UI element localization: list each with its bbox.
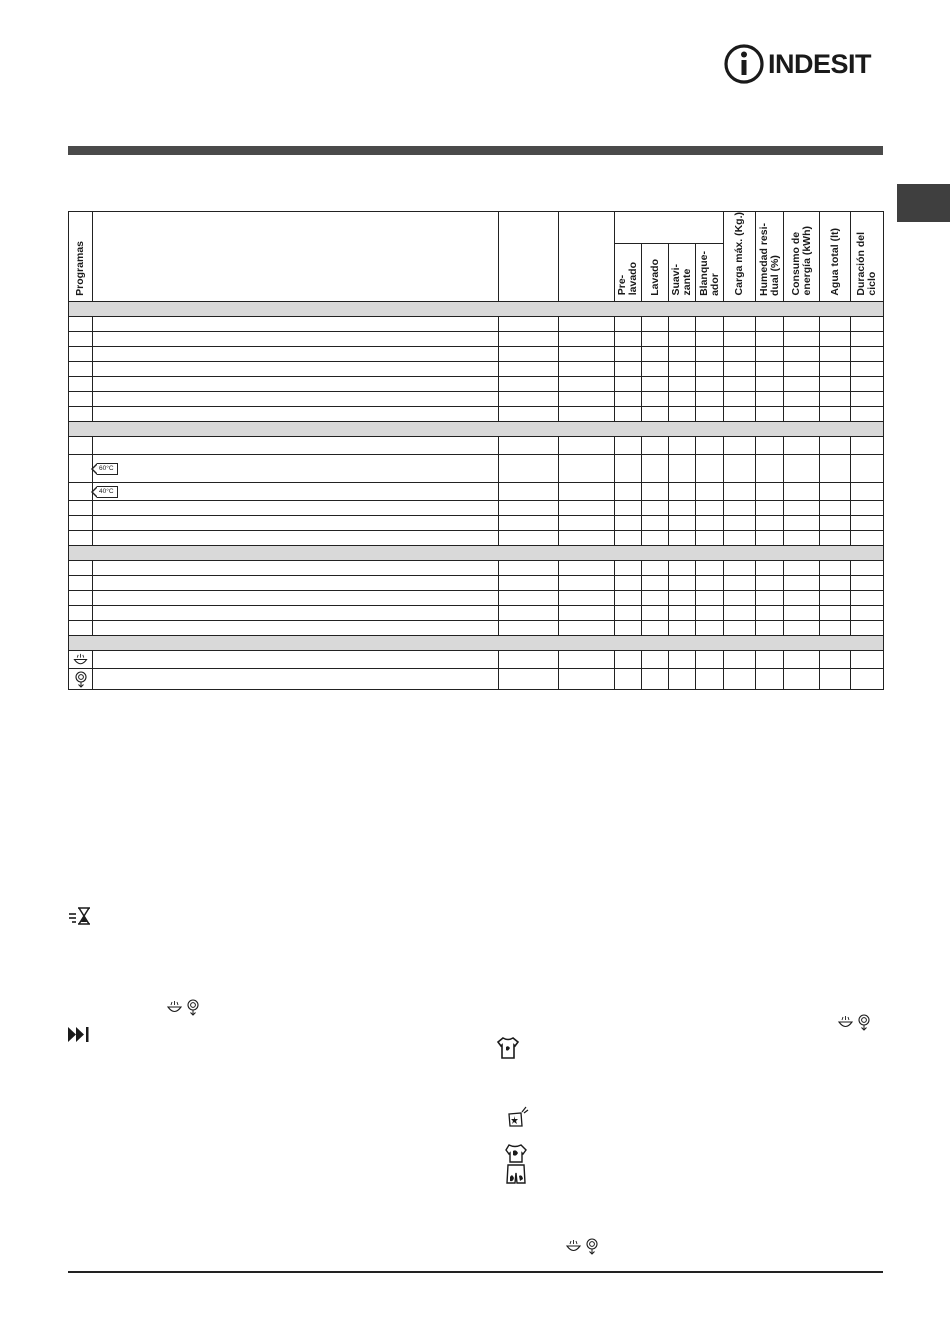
table-row [69,483,884,501]
table-row [69,669,884,690]
table-row [69,516,884,531]
header-pre-lavado: Pre- lavado [615,243,642,302]
table-row [69,501,884,516]
header-bar [68,146,883,155]
spin-drain-icon [856,1014,872,1031]
table-row [69,561,884,576]
rinse-basin-icon [72,653,89,667]
table-row [69,392,884,407]
section-band-row [69,422,884,437]
table-row [69,332,884,347]
skip-forward-icon [68,1027,90,1042]
stain-star-icon [507,1106,529,1128]
programs-table [68,211,884,690]
temperature-tag: 60°C [97,463,118,475]
table-row [69,362,884,377]
temperature-tag: 40°C [97,486,118,498]
delay-timer-icon [68,906,94,926]
header-agua: Agua total (lt) [820,212,851,302]
brand-name: INDESIT [768,49,872,79]
rinse-basin-icon [166,1000,183,1015]
table-row [69,621,884,636]
rinse-basin-icon [837,1015,854,1030]
table-row [69,591,884,606]
header-consumo: Consumo de energía (kWh) [784,212,820,302]
tshirt-stain-icon [496,1036,520,1060]
footer-rule [68,1271,883,1273]
header-carga: Carga máx. (Kg.) [724,212,756,302]
table-row [69,455,884,483]
header-suavizante: Suavi- zante [669,243,696,302]
table-row [69,576,884,591]
table-row [69,437,884,455]
spin-drain-icon [185,999,201,1016]
header-programas: Programas [69,212,93,302]
section-band-row [69,546,884,561]
table-row [69,531,884,546]
mud-stain-icon [503,1143,529,1185]
indesit-logo-icon [722,42,766,86]
table-row [69,407,884,422]
spin-drain-icon [73,671,89,688]
header-duracion: Duración del ciclo [851,212,884,302]
rinse-basin-icon [565,1239,582,1254]
header-humedad: Humedad resi- dual (%) [756,212,784,302]
table-row [69,606,884,621]
section-band-row [69,302,884,317]
table-row [69,651,884,669]
header-lavado: Lavado [642,243,669,302]
table-row [69,377,884,392]
section-band-row [69,636,884,651]
section-tab [897,184,950,222]
header-blanqueador: Blanque- ador [696,243,724,302]
spin-drain-icon [584,1238,600,1255]
table-row [69,317,884,332]
table-row [69,347,884,362]
